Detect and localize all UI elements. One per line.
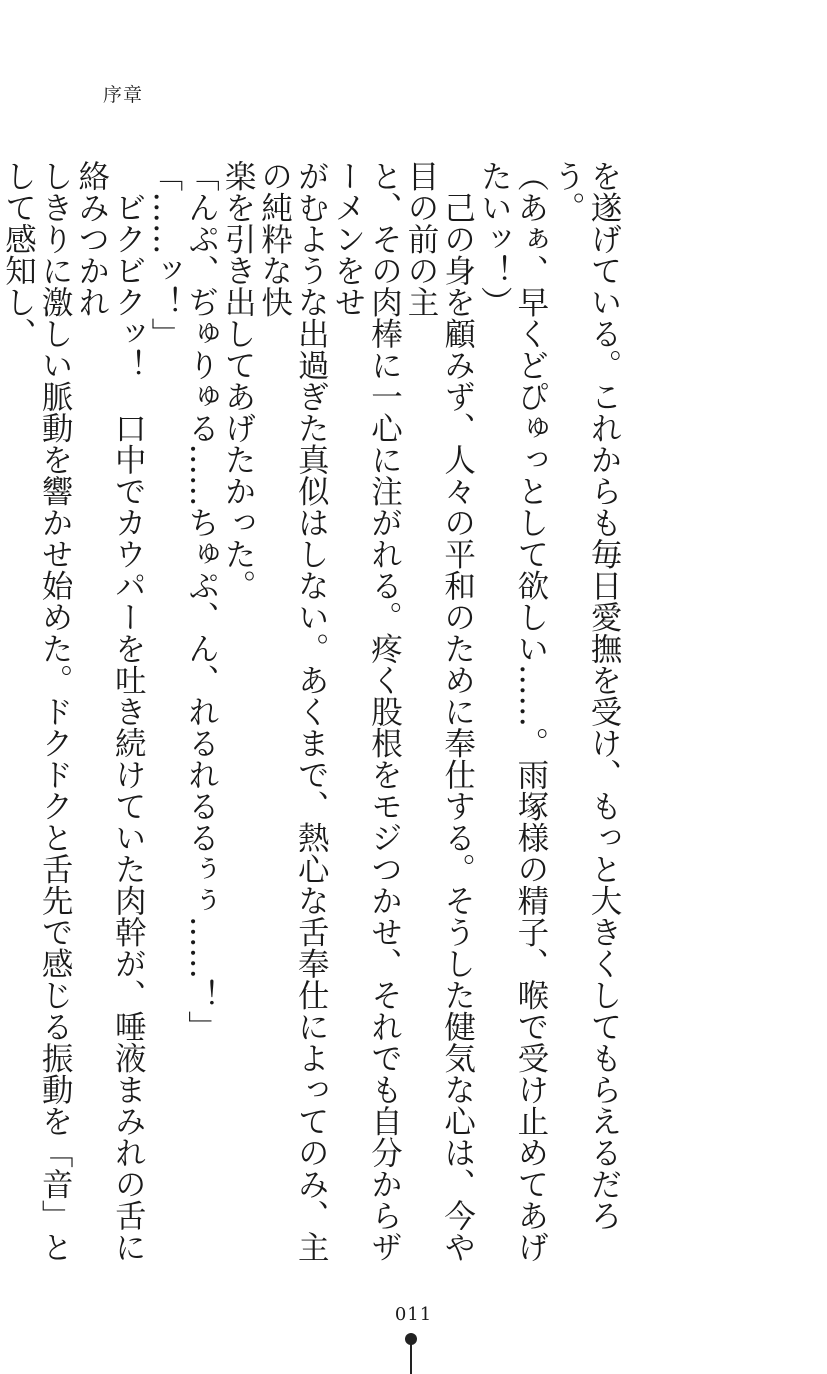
paragraph-line: ビクビクッ！ 口中でカウパーを吐き続けていた肉幹が、唾液まみれの舌に絡みつかれ [73, 160, 147, 1263]
paragraph-line: 楽を引き出してあげたかった。 [220, 160, 257, 601]
paragraph-line: しきりに激しい脈動を響かせ始めた。ドクドクと舌先で感じる振動を「音」として感知し、 [0, 160, 74, 1263]
body-text [0, 160, 622, 1290]
dialogue-line: 「……ッ！」 [146, 160, 183, 349]
paragraph-inner-thought: （あぁ、早くどぴゅっとして欲しい……。雨塚様の精子、喉で受け止めてあげたいッ！） [476, 160, 549, 1263]
paragraph-opening-line: を遂げている。これからも毎日愛撫を受け、もっと大きくしてもらえるだろう。 [549, 160, 622, 1231]
page-marker-line [410, 1343, 412, 1374]
page-marker-icon [405, 1333, 417, 1374]
paragraph-line: 己の身を顧みず、人々の平和のために奉仕する。そうした健気な心は、今や目の前の主 [403, 160, 476, 1263]
dialogue-line: 「んぷ、ぢゅりゅる……ちゅぷ、ん、れるれるるぅぅ……！」 [183, 160, 220, 1042]
paragraph-line: と、その肉棒に一心に注がれる。疼く股根をモジつかせ、それでも自分からザーメンをせ [329, 160, 403, 1263]
chapter-title: 序章 [103, 84, 144, 106]
paragraph-line: がむような出過ぎた真似はしない。あくまで、熱心な舌奉仕によってのみ、主の純粋な快 [256, 160, 330, 1263]
page-number: 011 [394, 1304, 433, 1325]
